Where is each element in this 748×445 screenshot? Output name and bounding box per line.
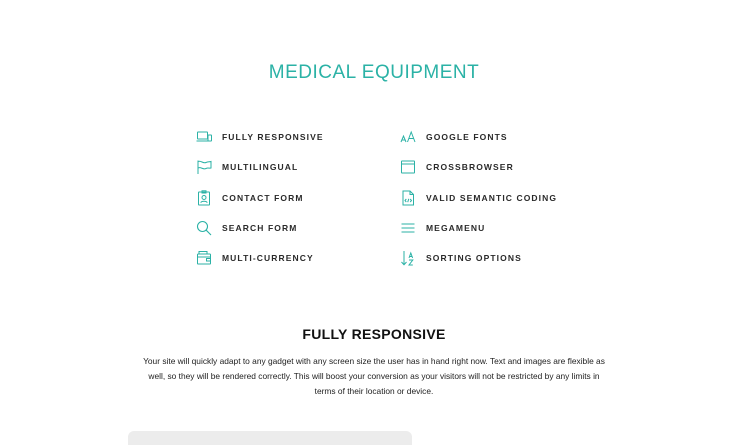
feature-label: CROSSBROWSER	[426, 162, 514, 172]
wallet-icon	[196, 250, 212, 266]
flag-icon	[196, 159, 212, 175]
feature-contact-form[interactable]	[196, 188, 304, 208]
feature-label: VALID SEMANTIC CODING	[426, 193, 558, 203]
feature-sorting-options[interactable]	[400, 248, 522, 268]
sort-icon	[400, 250, 416, 266]
page-title: MEDICAL EQUIPMENT	[268, 62, 480, 83]
feature-fully-responsive[interactable]	[196, 127, 324, 147]
font-size-icon	[400, 129, 416, 145]
feature-label: SEARCH FORM	[222, 223, 298, 233]
feature-valid-semantic-coding[interactable]	[400, 188, 557, 208]
section-heading: FULLY RESPONSIVE	[302, 326, 446, 342]
search-icon	[196, 220, 212, 236]
feature-multilingual[interactable]	[196, 157, 298, 177]
browser-window-icon	[400, 159, 416, 175]
feature-multi-currency[interactable]	[196, 248, 314, 268]
section-description: Your site will quickly adapt to any gadget with any screen size the user has in hand right now. Text and images are flexible as well, so they will be rendered correctly. This will boost your conversion as your visitors will not be restricted by any limits in terms of their location or device.	[143, 356, 605, 396]
feature-search-form[interactable]	[196, 218, 297, 238]
feature-label: MULTILINGUAL	[222, 162, 299, 172]
feature-label: SORTING OPTIONS	[426, 253, 522, 263]
feature-label: MULTI-CURRENCY	[222, 253, 314, 263]
feature-label: GOOGLE FONTS	[426, 132, 508, 142]
contact-card-icon	[196, 190, 212, 206]
feature-crossbrowser[interactable]	[400, 157, 514, 177]
code-file-icon	[400, 190, 416, 206]
feature-label: MEGAMENU	[426, 223, 486, 233]
preview-image-top	[128, 431, 412, 445]
devices-icon	[196, 129, 212, 145]
feature-label: CONTACT FORM	[222, 193, 304, 203]
feature-label: FULLY RESPONSIVE	[222, 132, 324, 142]
feature-megamenu[interactable]	[400, 218, 485, 238]
feature-google-fonts[interactable]	[400, 127, 508, 147]
menu-lines-icon	[400, 220, 416, 236]
